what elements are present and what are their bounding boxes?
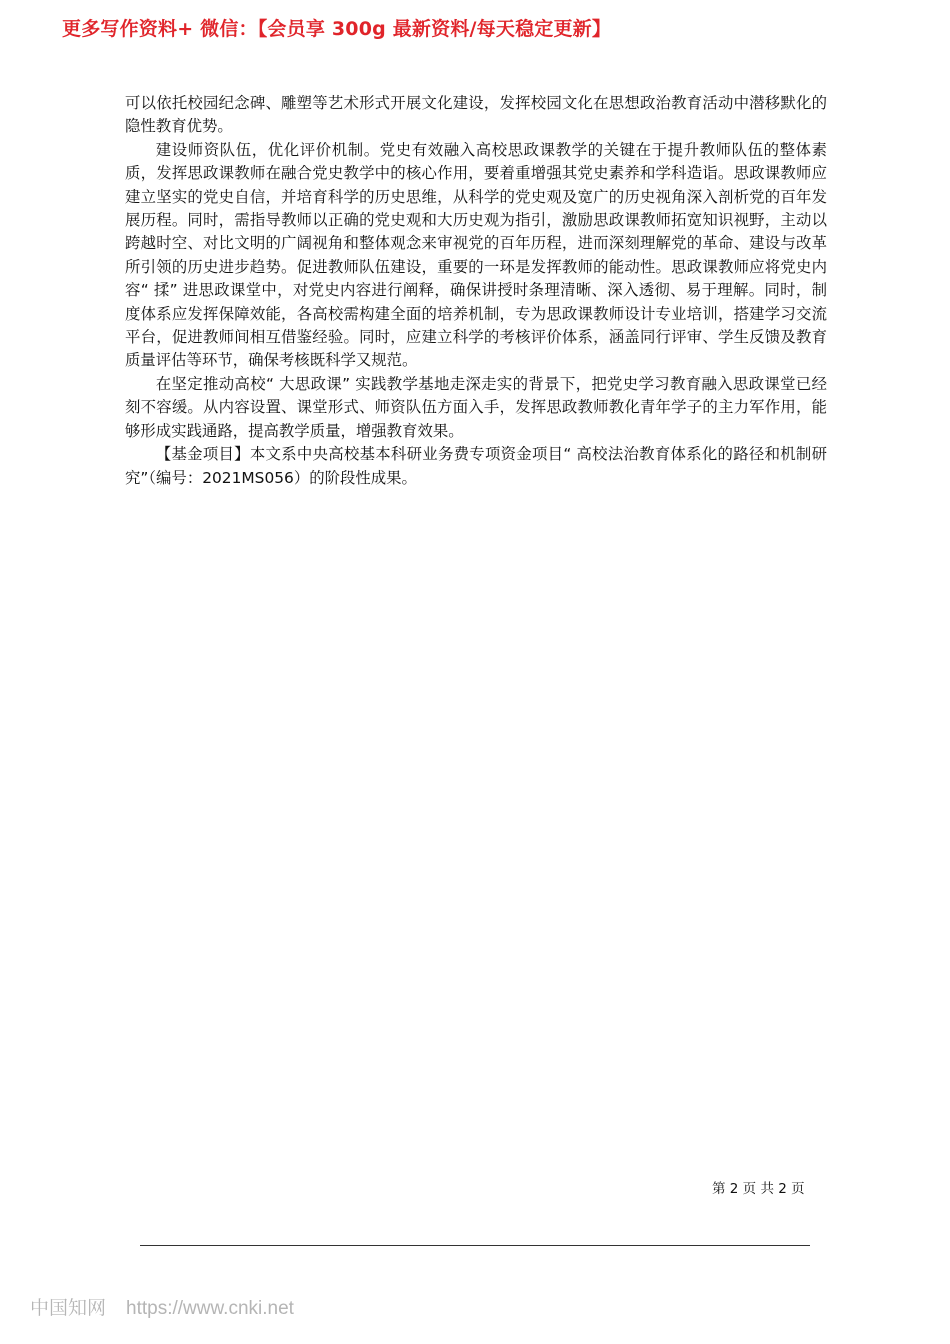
watermark-logo: 中国知网 xyxy=(30,1297,107,1319)
promo-banner: 更多写作资料+ 微信：【会员享 300g 最新资料/每天稳定更新】 xyxy=(62,18,612,40)
watermark-url: https://www.cnki.net xyxy=(126,1298,294,1319)
cnki-watermark xyxy=(30,1293,294,1320)
paragraph-fund-project: 【基金项目】本文系中央高校基本科研业务费专项资金项目“ 高校法治教育体系化的路径和机制研究”（编号：2021MS056）的阶段性成果。 xyxy=(125,445,827,487)
paragraph-teacher-team: 建设师资队伍，优化评价机制。党史有效融入高校思政课教学的关键在于提升教师队伍的整体素质，发挥思政课教师在融合党史教学中的核心作用，要着重增强其党史素养和学科造诣。思政课教师应建立坚实的党史自信，并培育科学的历史思维，从科学的党史观及宽广的历史视角深入剖析党的百年发展历程。同时，需指导教师以正确的党史观和大历史观为指引，激励思政课教师拓宽知识视野，主动以跨越时空、对比文明的广阔视角和整体观念来审视党的百年历程，进而深刻理解党的革命、建设与改革所引领的历史进步趋势。促进教师队伍建设，重要的一环是发挥教师的能动性。思政课教师应将党史内容“ 揉” 进思政课堂中，对党史内容进行阐释，确保讲授时条理清晰、深入透彻、易于理解。同时，制度体系应发挥保障效能，各高校需构建全面的培养机制，专为思政课教师设计专业培训，搭建学习交流平台，促进教师间相互借鉴经验。同时，应建立科学的考核评价体系，涵盖同行评审、学生反馈及教育质量评估等环节，确保考核既科学又规范。 xyxy=(125,140,827,370)
paragraph-conclusion: 在坚定推动高校“ 大思政课” 实践教学基地走深走实的背景下，把党史学习教育融入思政课堂已经刻不容缓。从内容设置、课堂形式、师资队伍方面入手，发挥思政教师教化青年学子的主力军作用，能够形成实践通路，提高教学质量，增强教育效果。 xyxy=(125,374,827,440)
paragraph-continuation: 可以依托校园纪念碑、雕塑等艺术形式开展文化建设，发挥校园文化在思想政治教育活动中潜移默化的隐性教育优势。 xyxy=(125,94,827,136)
page-number: 第 2 页 共 2 页 xyxy=(712,1181,805,1197)
footer-divider xyxy=(140,1245,810,1246)
document-body xyxy=(125,92,827,490)
